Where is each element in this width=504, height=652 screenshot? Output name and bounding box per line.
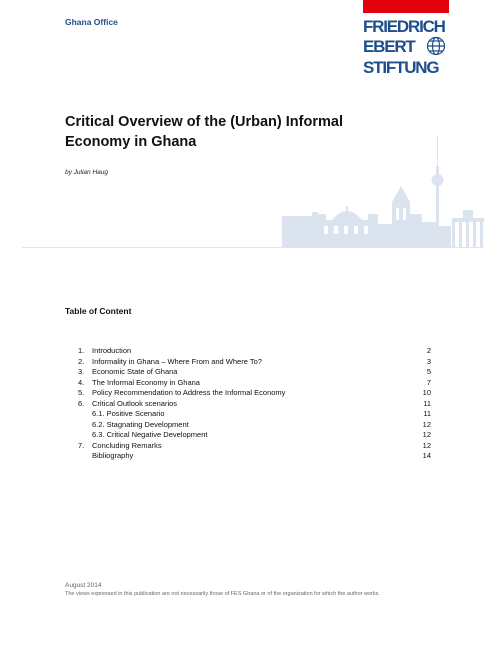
toc-number: 4. bbox=[78, 377, 85, 387]
toc-page-number: 12 bbox=[422, 440, 431, 450]
toc-page-number: 12 bbox=[422, 419, 431, 429]
toc-page-number: 10 bbox=[422, 388, 431, 397]
disclaimer-text: The views expressed in this publication are not necessarily those of FES Ghana or of the organization for which the author works. bbox=[65, 591, 380, 597]
toc-label: 6.3. Critical Negative Development bbox=[92, 430, 208, 439]
toc-item[interactable] bbox=[78, 378, 431, 389]
table-of-contents bbox=[78, 346, 431, 462]
toc-label: Policy Recommendation to Address the Informal Economy bbox=[92, 388, 286, 397]
toc-number: 7. bbox=[78, 440, 85, 450]
logo-line-2: EBERT bbox=[363, 37, 415, 56]
toc-number: 1. bbox=[78, 346, 85, 355]
publication-date: August 2014 bbox=[65, 582, 102, 589]
toc-label: Bibliography bbox=[92, 451, 134, 460]
toc-page-number: 11 bbox=[423, 398, 431, 408]
title-line-2: Economy in Ghana bbox=[65, 134, 197, 150]
title-line-1: Critical Overview of the (Urban) Informal bbox=[65, 114, 343, 130]
globe-icon bbox=[428, 38, 445, 55]
toc-subitem[interactable] bbox=[78, 409, 431, 420]
toc-label: The Informal Economy in Ghana bbox=[92, 377, 200, 387]
toc-item[interactable] bbox=[78, 388, 431, 399]
toc-page-number: 5 bbox=[426, 367, 431, 376]
toc-page-number: 14 bbox=[422, 451, 431, 460]
toc-number: 2. bbox=[78, 356, 85, 366]
toc-page-number: 11 bbox=[423, 409, 431, 418]
toc-label: Introduction bbox=[92, 346, 132, 355]
toc-item[interactable] bbox=[78, 399, 431, 410]
toc-label: Critical Outlook scenarios bbox=[92, 398, 178, 408]
toc-page-number: 12 bbox=[422, 430, 431, 439]
author-byline: by Julian Haug bbox=[65, 169, 108, 176]
toc-label: 6.2. Stagnating Development bbox=[92, 419, 189, 429]
toc-item[interactable] bbox=[78, 367, 431, 378]
toc-label: Informality in Ghana – Where From and Where To? bbox=[92, 356, 262, 366]
logo-line-1: FRIEDRICH bbox=[363, 17, 445, 36]
toc-item[interactable] bbox=[78, 357, 431, 368]
toc-page-number: 3 bbox=[426, 356, 431, 366]
header-divider bbox=[22, 247, 484, 248]
toc-subitem[interactable] bbox=[78, 420, 431, 431]
office-label: Ghana Office bbox=[65, 17, 118, 27]
toc-item[interactable] bbox=[78, 441, 431, 452]
toc-number: 5. bbox=[78, 388, 85, 397]
fes-logo bbox=[362, 16, 452, 76]
toc-label: Concluding Remarks bbox=[92, 440, 162, 450]
toc-label: Economic State of Ghana bbox=[92, 367, 178, 376]
toc-number: 6. bbox=[78, 398, 85, 408]
toc-item[interactable] bbox=[78, 451, 431, 462]
logo-line-3: STIFTUNG bbox=[363, 58, 439, 76]
toc-label: 6.1. Positive Scenario bbox=[92, 409, 165, 418]
berlin-skyline-icon bbox=[280, 136, 486, 247]
toc-page-number: 2 bbox=[426, 346, 431, 355]
toc-item[interactable] bbox=[78, 346, 431, 357]
toc-number: 3. bbox=[78, 367, 85, 376]
toc-subitem[interactable] bbox=[78, 430, 431, 441]
brand-red-bar bbox=[363, 0, 449, 13]
toc-heading: Table of Content bbox=[65, 306, 132, 316]
toc-page-number: 7 bbox=[426, 377, 431, 387]
